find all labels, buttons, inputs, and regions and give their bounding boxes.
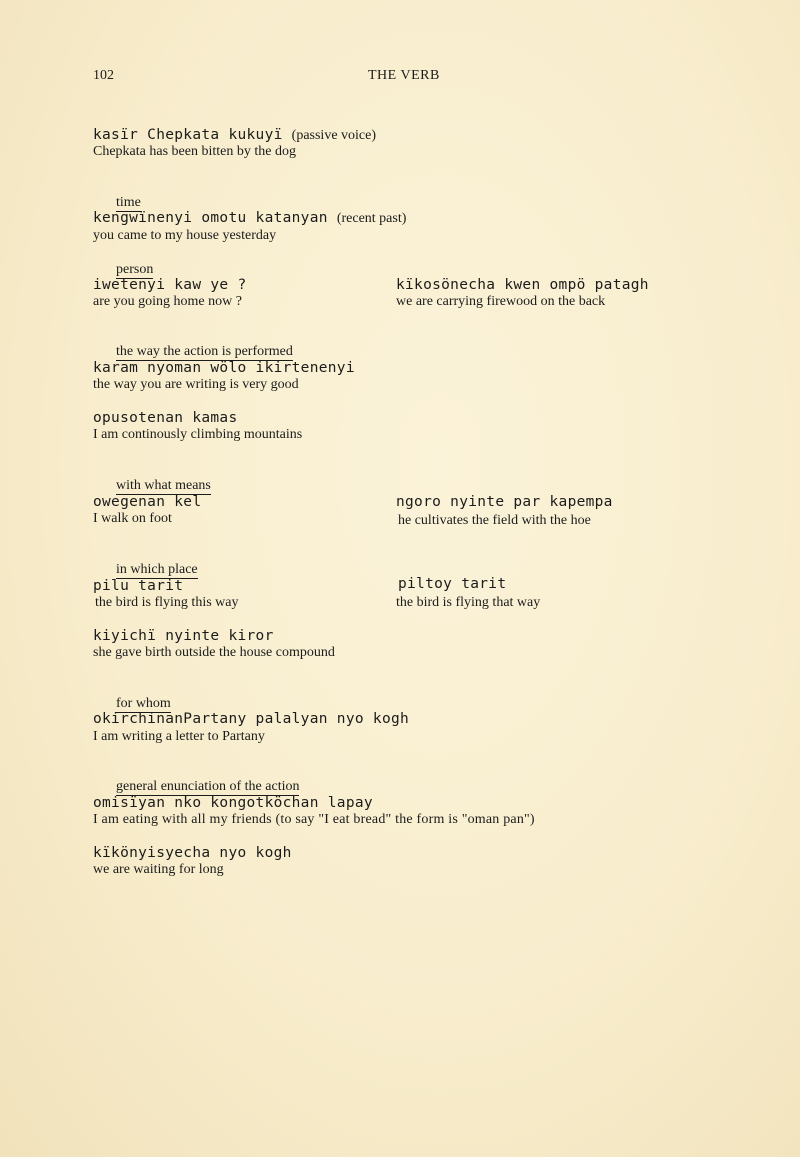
- general-heading: general enunciation of the action: [116, 779, 300, 794]
- place-example-3: kiyichï nyinte kiror: [93, 628, 274, 644]
- general-translation-1: I am eating with all my friends (to say "I eat bread" the form is "oman pan"): [93, 812, 535, 827]
- manner-heading: the way the action is performed: [116, 344, 293, 359]
- means-left-example: owegenan kel: [93, 494, 202, 510]
- person-right-translation: we are carrying firewood on the back: [396, 294, 606, 309]
- person-left-example: iwetenyi kaw ye ?: [93, 277, 247, 293]
- person-heading: person: [116, 262, 154, 277]
- manner-translation-1: the way you are writing is very good: [93, 377, 299, 392]
- time-note: (recent past): [336, 211, 407, 226]
- time-example-text: kengwïnenyi omotu katanyan: [93, 210, 328, 226]
- manner-translation-2: I am continously climbing mountains: [93, 427, 303, 442]
- place-heading: in which place: [116, 562, 198, 577]
- passive-note: (passive voice): [291, 128, 377, 143]
- general-example-2: kïkönyisyecha nyo kogh: [93, 845, 292, 861]
- person-right-example: kïkosönecha kwen ompö patagh: [396, 277, 649, 293]
- general-translation-2: we are waiting for long: [93, 862, 224, 877]
- whom-heading: for whom: [116, 696, 171, 711]
- means-right-example: ngoro nyinte par kapempa: [396, 494, 613, 510]
- person-left-translation: are you going home now ?: [93, 294, 242, 309]
- time-heading: time: [116, 195, 141, 210]
- passive-example-text: kasïr Chepkata kukuyï: [93, 127, 283, 143]
- time-example: [93, 210, 406, 227]
- place-left-translation: the bird is flying this way: [95, 595, 239, 610]
- whom-translation: I am writing a letter to Partany: [93, 729, 265, 744]
- time-translation: you came to my house yesterday: [93, 228, 277, 243]
- means-left-translation: I walk on foot: [93, 511, 172, 526]
- place-right-example: piltoy tarit: [398, 576, 507, 592]
- means-heading: with what means: [116, 478, 211, 493]
- whom-example: okirchinanPartany palalyan nyo kogh: [93, 711, 410, 727]
- passive-translation: Chepkata has been bitten by the dog: [93, 144, 296, 159]
- place-right-translation: the bird is flying that way: [396, 595, 541, 610]
- running-title: THE VERB: [368, 68, 440, 83]
- place-left-example: pilu tarit: [93, 578, 184, 594]
- place-translation-3: she gave birth outside the house compound: [93, 645, 335, 660]
- means-right-translation: he cultivates the field with the hoe: [398, 513, 591, 528]
- passive-example: [93, 127, 376, 144]
- page-number: 102: [93, 68, 114, 83]
- manner-example-1: karam nyoman wölo ikirtenenyi: [93, 360, 355, 376]
- manner-example-2: opusotenan kamas: [93, 410, 238, 426]
- general-example-1: omisïyan nko kongotköchan lapay: [93, 795, 373, 811]
